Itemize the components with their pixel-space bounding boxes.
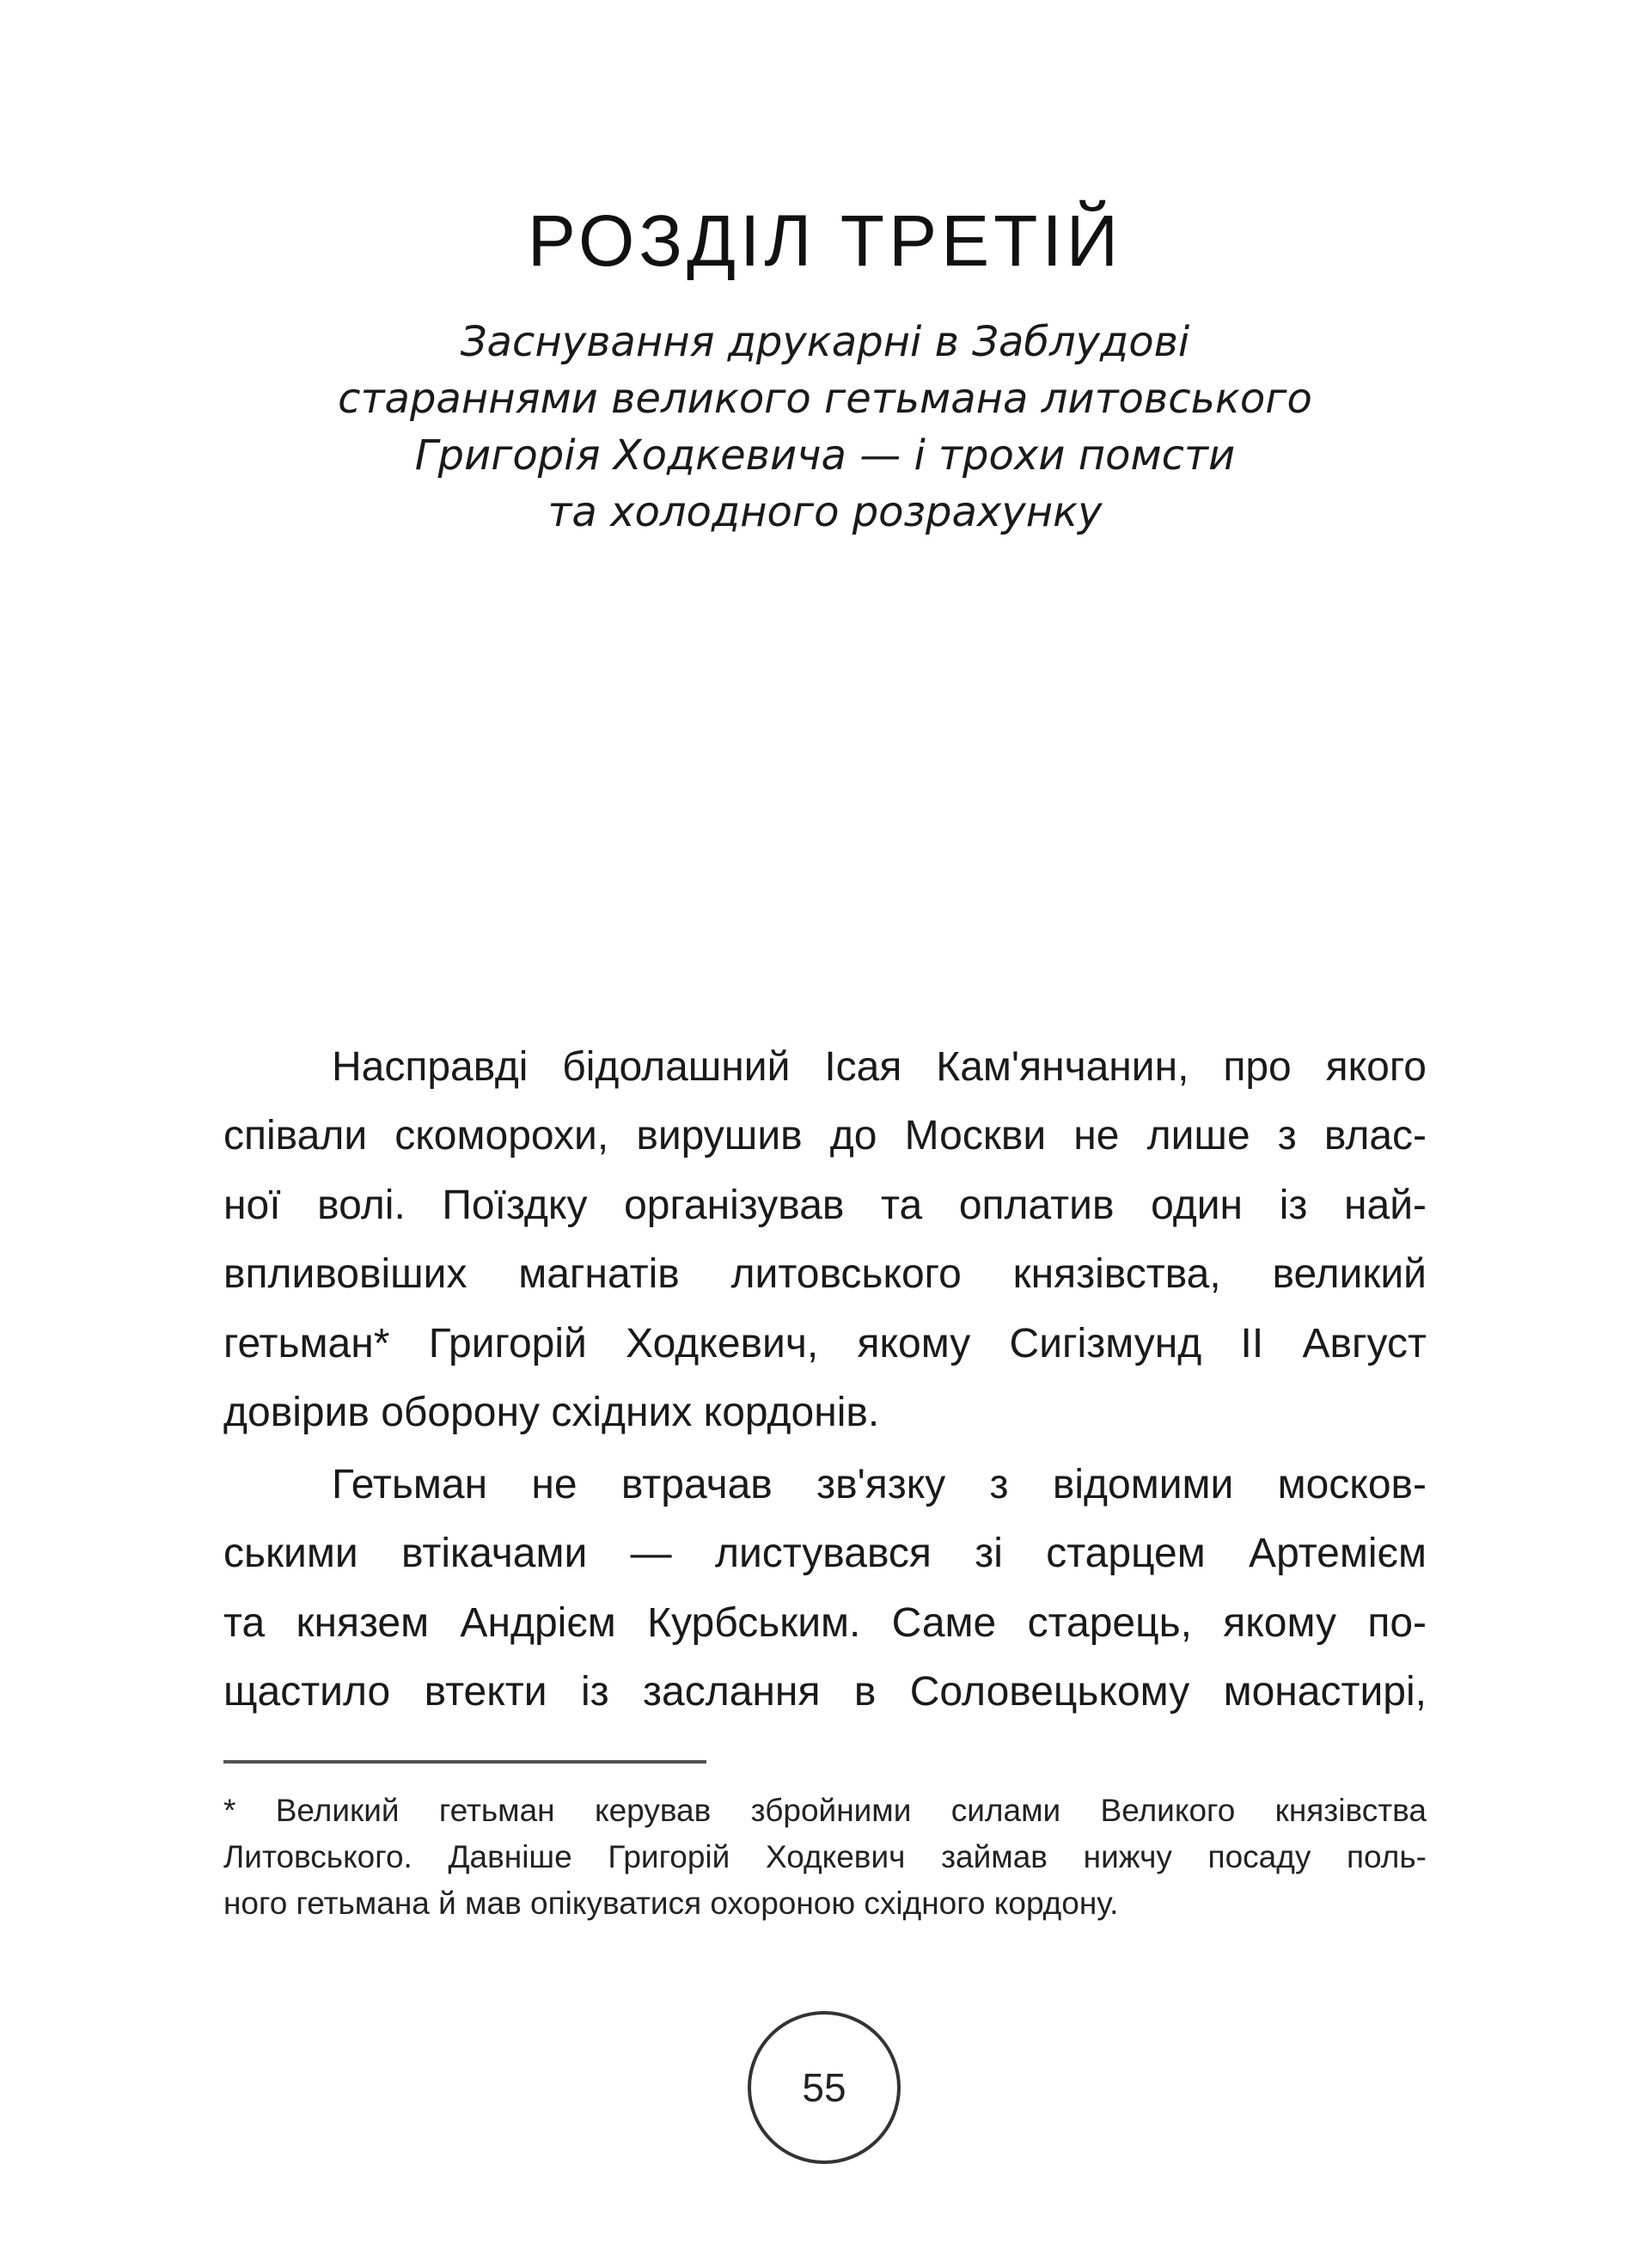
chapter-subtitle-line: та холодного розрахунку — [547, 488, 1103, 536]
text-line: ськими втікачами — листувався зі старцем Артемієм — [223, 1531, 1427, 1576]
footnote-line: Литовського. Давніше Григорій Ходкевич займав нижчу посаду поль- — [223, 1839, 1427, 1874]
chapter-subtitle-line: Григорія Ходкевича — і трохи помсти — [414, 431, 1236, 480]
text-line: гетьман* Григорій Ходкевич, якому Сигізмунд II Август — [223, 1321, 1427, 1366]
chapter-subtitle-line: стараннями великого гетьмана литовського — [338, 375, 1312, 423]
chapter-title: РОЗДІЛ ТРЕТІЙ — [527, 200, 1123, 281]
text-line: співали скоморохи, вирушив до Москви не лише з влас- — [223, 1113, 1427, 1158]
text-line: впливовіших магнатів литовського князівства, великий — [223, 1251, 1427, 1297]
text-line: та князем Андрієм Курбським. Саме старець, якому по- — [223, 1600, 1427, 1646]
chapter-subtitle-line: Заснування друкарні в Заблудові — [460, 318, 1190, 366]
text-line: ної волі. Поїздку організував та оплатив один із най- — [223, 1183, 1427, 1228]
footnote-line: ного гетьмана й мав опікуватися охороною східного кордону. — [223, 1886, 1119, 1921]
text-line: Насправді бідолашний Ісая Кам'янчанин, про якого — [332, 1044, 1427, 1090]
footnote-line: * Великий гетьман керував збройними силами Великого князівства — [223, 1793, 1427, 1828]
footnote-rule — [223, 1760, 706, 1764]
page-number — [748, 2011, 901, 2164]
text-line: щастило втекти із заслання в Соловецькому монастирі, — [223, 1669, 1427, 1715]
page-number-text: 55 — [802, 2065, 846, 2110]
text-line: довірив оборону східних кордонів. — [223, 1390, 880, 1435]
text-line: Гетьман не втрачав зв'язку з відомими москов- — [332, 1462, 1427, 1507]
